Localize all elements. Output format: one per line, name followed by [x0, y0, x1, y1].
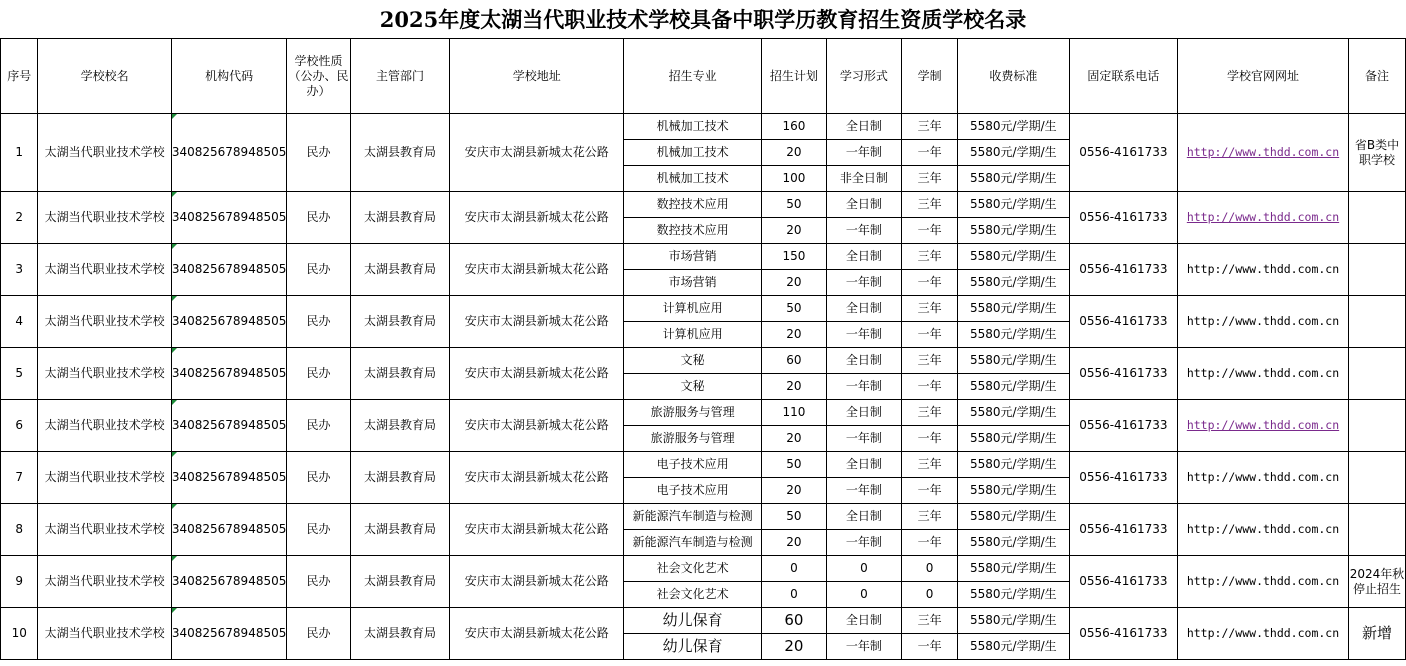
website-link: http://www.thdd.com.cn: [1186, 470, 1340, 484]
school-table: [0, 38, 1406, 660]
website-link: http://www.thdd.com.cn: [1186, 262, 1340, 276]
address-cell: 安庆市太湖县新城太花公路: [450, 504, 624, 556]
authority-cell: 太湖县教育局: [350, 504, 450, 556]
duration-cell: 三年: [902, 166, 958, 192]
phone-cell: 0556-4161733: [1069, 114, 1177, 192]
header-address: 学校地址: [450, 39, 624, 114]
fee-cell: 5580元/学期/生: [957, 244, 1069, 270]
nature-cell: 民办: [287, 348, 350, 400]
seq-cell: 6: [1, 400, 38, 452]
address-cell: 安庆市太湖县新城太花公路: [450, 296, 624, 348]
fee-cell: 5580元/学期/生: [957, 348, 1069, 374]
school-name-cell: 太湖当代职业技术学校: [38, 192, 171, 244]
address-cell: 安庆市太湖县新城太花公路: [450, 348, 624, 400]
org-code-cell: [171, 348, 287, 400]
website-link[interactable]: http://www.thdd.com.cn: [1186, 145, 1340, 159]
table-row: [1, 244, 1406, 270]
org-code-text: 340825678948505: [171, 522, 287, 536]
duration-cell: 三年: [902, 114, 958, 140]
authority-cell: 太湖县教育局: [350, 452, 450, 504]
org-code-cell: [171, 192, 287, 244]
fee-cell: 5580元/学期/生: [957, 426, 1069, 452]
cell-comment-marker-icon: [172, 452, 177, 457]
org-code-text: 340825678948505: [171, 574, 287, 588]
header-row: [1, 39, 1406, 114]
org-code-text: 340825678948505: [171, 626, 287, 640]
org-code-cell: [171, 244, 287, 296]
phone-cell: 0556-4161733: [1069, 244, 1177, 296]
plan-cell: 20: [762, 426, 826, 452]
nature-cell: 民办: [287, 452, 350, 504]
plan-cell: 20: [762, 218, 826, 244]
website-link: http://www.thdd.com.cn: [1186, 366, 1340, 380]
major-cell: 计算机应用: [624, 322, 762, 348]
note-cell: 2024年秋停止招生: [1349, 556, 1406, 608]
fee-cell: 5580元/学期/生: [957, 400, 1069, 426]
duration-cell: 三年: [902, 296, 958, 322]
org-code-cell: [171, 400, 287, 452]
school-name-cell: 太湖当代职业技术学校: [38, 244, 171, 296]
plan-cell: 50: [762, 504, 826, 530]
duration-cell: 三年: [902, 400, 958, 426]
org-code-cell: [171, 114, 287, 192]
header-note: 备注: [1349, 39, 1406, 114]
header-major: 招生专业: [624, 39, 762, 114]
plan-cell: 100: [762, 166, 826, 192]
study-form-cell: 全日制: [826, 114, 902, 140]
study-form-cell: 全日制: [826, 400, 902, 426]
major-cell: 社会文化艺术: [624, 556, 762, 582]
website-link: http://www.thdd.com.cn: [1186, 314, 1340, 328]
header-authority: 主管部门: [350, 39, 450, 114]
fee-cell: 5580元/学期/生: [957, 634, 1069, 660]
header-plan: 招生计划: [762, 39, 826, 114]
seq-cell: 2: [1, 192, 38, 244]
plan-cell: 50: [762, 296, 826, 322]
duration-cell: 一年: [902, 634, 958, 660]
fee-cell: 5580元/学期/生: [957, 140, 1069, 166]
org-code-text: 340825678948505: [171, 418, 287, 432]
phone-cell: 0556-4161733: [1069, 556, 1177, 608]
nature-cell: 民办: [287, 400, 350, 452]
address-cell: 安庆市太湖县新城太花公路: [450, 114, 624, 192]
website-cell: [1177, 608, 1348, 660]
fee-cell: 5580元/学期/生: [957, 374, 1069, 400]
table-row: [1, 348, 1406, 374]
org-code-text: 340825678948505: [171, 366, 287, 380]
table-row: [1, 452, 1406, 478]
fee-cell: 5580元/学期/生: [957, 504, 1069, 530]
note-cell: 省B类中职学校: [1349, 114, 1406, 192]
duration-cell: 一年: [902, 426, 958, 452]
major-cell: 文秘: [624, 374, 762, 400]
major-cell: 新能源汽车制造与检测: [624, 530, 762, 556]
authority-cell: 太湖县教育局: [350, 192, 450, 244]
fee-cell: 5580元/学期/生: [957, 478, 1069, 504]
major-cell: 文秘: [624, 348, 762, 374]
study-form-cell: 一年制: [826, 374, 902, 400]
header-study-form: 学习形式: [826, 39, 902, 114]
org-code-cell: [171, 608, 287, 660]
phone-cell: 0556-4161733: [1069, 192, 1177, 244]
study-form-cell: 一年制: [826, 634, 902, 660]
study-form-cell: 全日制: [826, 296, 902, 322]
note-cell: [1349, 452, 1406, 504]
table-row: [1, 400, 1406, 426]
note-cell: [1349, 192, 1406, 244]
duration-cell: 一年: [902, 270, 958, 296]
study-form-cell: 全日制: [826, 244, 902, 270]
header-website: 学校官网网址: [1177, 39, 1348, 114]
nature-cell: 民办: [287, 556, 350, 608]
org-code-text: 340825678948505: [171, 314, 287, 328]
cell-comment-marker-icon: [172, 244, 177, 249]
school-name-cell: 太湖当代职业技术学校: [38, 114, 171, 192]
major-cell: 幼儿保育: [624, 608, 762, 634]
fee-cell: 5580元/学期/生: [957, 530, 1069, 556]
authority-cell: 太湖县教育局: [350, 400, 450, 452]
fee-cell: 5580元/学期/生: [957, 608, 1069, 634]
fee-cell: 5580元/学期/生: [957, 218, 1069, 244]
header-nature: 学校性质（公办、民办）: [287, 39, 350, 114]
page-title: 2025年度太湖当代职业技术学校具备中职学历教育招生资质学校名录: [379, 7, 1027, 32]
study-form-cell: 一年制: [826, 270, 902, 296]
plan-cell: 50: [762, 452, 826, 478]
website-cell[interactable]: [1177, 192, 1348, 244]
seq-cell: 9: [1, 556, 38, 608]
fee-cell: 5580元/学期/生: [957, 582, 1069, 608]
study-form-cell: 全日制: [826, 504, 902, 530]
table-row: [1, 504, 1406, 530]
org-code-cell: [171, 556, 287, 608]
fee-cell: 5580元/学期/生: [957, 296, 1069, 322]
study-form-cell: 全日制: [826, 192, 902, 218]
website-link[interactable]: http://www.thdd.com.cn: [1186, 210, 1340, 224]
school-name-cell: 太湖当代职业技术学校: [38, 608, 171, 660]
cell-comment-marker-icon: [172, 114, 177, 119]
org-code-cell: [171, 296, 287, 348]
plan-cell: 20: [762, 530, 826, 556]
major-cell: 旅游服务与管理: [624, 426, 762, 452]
plan-cell: 0: [762, 556, 826, 582]
plan-cell: 20: [762, 478, 826, 504]
phone-cell: 0556-4161733: [1069, 400, 1177, 452]
plan-cell: 20: [762, 140, 826, 166]
website-cell: [1177, 452, 1348, 504]
plan-cell: 110: [762, 400, 826, 426]
table-body: [1, 114, 1406, 660]
major-cell: 社会文化艺术: [624, 582, 762, 608]
address-cell: 安庆市太湖县新城太花公路: [450, 608, 624, 660]
authority-cell: 太湖县教育局: [350, 608, 450, 660]
fee-cell: 5580元/学期/生: [957, 452, 1069, 478]
plan-cell: 150: [762, 244, 826, 270]
phone-cell: 0556-4161733: [1069, 608, 1177, 660]
duration-cell: 三年: [902, 504, 958, 530]
plan-cell: 60: [762, 348, 826, 374]
table-row: [1, 192, 1406, 218]
nature-cell: 民办: [287, 114, 350, 192]
nature-cell: 民办: [287, 192, 350, 244]
table-row: [1, 556, 1406, 582]
note-cell: 新增: [1349, 608, 1406, 660]
fee-cell: 5580元/学期/生: [957, 114, 1069, 140]
school-name-cell: 太湖当代职业技术学校: [38, 296, 171, 348]
study-form-cell: 一年制: [826, 478, 902, 504]
plan-cell: 60: [762, 608, 826, 634]
address-cell: 安庆市太湖县新城太花公路: [450, 556, 624, 608]
header-org-code: 机构代码: [171, 39, 287, 114]
study-form-cell: 全日制: [826, 608, 902, 634]
note-cell: [1349, 400, 1406, 452]
major-cell: 机械加工技术: [624, 114, 762, 140]
org-code-cell: [171, 504, 287, 556]
website-link: http://www.thdd.com.cn: [1186, 522, 1340, 536]
duration-cell: 一年: [902, 322, 958, 348]
nature-cell: 民办: [287, 296, 350, 348]
table-row: [1, 114, 1406, 140]
note-cell: [1349, 504, 1406, 556]
duration-cell: 0: [902, 582, 958, 608]
address-cell: 安庆市太湖县新城太花公路: [450, 192, 624, 244]
note-cell: [1349, 296, 1406, 348]
duration-cell: 三年: [902, 608, 958, 634]
fee-cell: 5580元/学期/生: [957, 322, 1069, 348]
duration-cell: 一年: [902, 478, 958, 504]
website-cell[interactable]: [1177, 114, 1348, 192]
website-cell: [1177, 244, 1348, 296]
phone-cell: 0556-4161733: [1069, 452, 1177, 504]
website-cell: [1177, 348, 1348, 400]
address-cell: 安庆市太湖县新城太花公路: [450, 400, 624, 452]
seq-cell: 5: [1, 348, 38, 400]
seq-cell: 1: [1, 114, 38, 192]
school-name-cell: 太湖当代职业技术学校: [38, 556, 171, 608]
org-code-text: 340825678948505: [171, 145, 287, 159]
study-form-cell: 全日制: [826, 452, 902, 478]
major-cell: 市场营销: [624, 244, 762, 270]
org-code-text: 340825678948505: [171, 470, 287, 484]
study-form-cell: 一年制: [826, 530, 902, 556]
nature-cell: 民办: [287, 504, 350, 556]
study-form-cell: 非全日制: [826, 166, 902, 192]
cell-comment-marker-icon: [172, 192, 177, 197]
phone-cell: 0556-4161733: [1069, 348, 1177, 400]
header-school-name: 学校校名: [38, 39, 171, 114]
header-duration: 学制: [902, 39, 958, 114]
seq-cell: 7: [1, 452, 38, 504]
plan-cell: 160: [762, 114, 826, 140]
cell-comment-marker-icon: [172, 608, 177, 613]
duration-cell: 0: [902, 556, 958, 582]
address-cell: 安庆市太湖县新城太花公路: [450, 244, 624, 296]
duration-cell: 三年: [902, 192, 958, 218]
fee-cell: 5580元/学期/生: [957, 192, 1069, 218]
fee-cell: 5580元/学期/生: [957, 270, 1069, 296]
authority-cell: 太湖县教育局: [350, 296, 450, 348]
seq-cell: 8: [1, 504, 38, 556]
website-link: http://www.thdd.com.cn: [1186, 626, 1340, 640]
plan-cell: 20: [762, 270, 826, 296]
table-row: [1, 296, 1406, 322]
study-form-cell: 0: [826, 556, 902, 582]
fee-cell: 5580元/学期/生: [957, 556, 1069, 582]
major-cell: 机械加工技术: [624, 166, 762, 192]
header-seq: 序号: [1, 39, 38, 114]
cell-comment-marker-icon: [172, 504, 177, 509]
duration-cell: 三年: [902, 244, 958, 270]
school-name-cell: 太湖当代职业技术学校: [38, 348, 171, 400]
website-cell: [1177, 556, 1348, 608]
duration-cell: 一年: [902, 140, 958, 166]
note-cell: [1349, 348, 1406, 400]
phone-cell: 0556-4161733: [1069, 296, 1177, 348]
major-cell: 电子技术应用: [624, 452, 762, 478]
school-name-cell: 太湖当代职业技术学校: [38, 400, 171, 452]
major-cell: 计算机应用: [624, 296, 762, 322]
study-form-cell: 0: [826, 582, 902, 608]
website-link[interactable]: http://www.thdd.com.cn: [1186, 418, 1340, 432]
nature-cell: 民办: [287, 608, 350, 660]
fee-cell: 5580元/学期/生: [957, 166, 1069, 192]
note-cell: [1349, 244, 1406, 296]
duration-cell: 一年: [902, 530, 958, 556]
duration-cell: 三年: [902, 452, 958, 478]
major-cell: 机械加工技术: [624, 140, 762, 166]
major-cell: 幼儿保育: [624, 634, 762, 660]
website-cell[interactable]: [1177, 400, 1348, 452]
plan-cell: 20: [762, 322, 826, 348]
school-name-cell: 太湖当代职业技术学校: [38, 452, 171, 504]
plan-cell: 20: [762, 634, 826, 660]
major-cell: 旅游服务与管理: [624, 400, 762, 426]
cell-comment-marker-icon: [172, 400, 177, 405]
study-form-cell: 一年制: [826, 218, 902, 244]
major-cell: 市场营销: [624, 270, 762, 296]
plan-cell: 50: [762, 192, 826, 218]
seq-cell: 4: [1, 296, 38, 348]
cell-comment-marker-icon: [172, 556, 177, 561]
authority-cell: 太湖县教育局: [350, 556, 450, 608]
plan-cell: 20: [762, 374, 826, 400]
duration-cell: 三年: [902, 348, 958, 374]
header-fee: 收费标准: [957, 39, 1069, 114]
address-cell: 安庆市太湖县新城太花公路: [450, 452, 624, 504]
authority-cell: 太湖县教育局: [350, 244, 450, 296]
authority-cell: 太湖县教育局: [350, 114, 450, 192]
phone-cell: 0556-4161733: [1069, 504, 1177, 556]
org-code-text: 340825678948505: [171, 210, 287, 224]
website-cell: [1177, 504, 1348, 556]
plan-cell: 0: [762, 582, 826, 608]
major-cell: 数控技术应用: [624, 192, 762, 218]
authority-cell: 太湖县教育局: [350, 348, 450, 400]
major-cell: 新能源汽车制造与检测: [624, 504, 762, 530]
cell-comment-marker-icon: [172, 296, 177, 301]
duration-cell: 一年: [902, 218, 958, 244]
major-cell: 电子技术应用: [624, 478, 762, 504]
org-code-text: 340825678948505: [171, 262, 287, 276]
website-link: http://www.thdd.com.cn: [1186, 574, 1340, 588]
study-form-cell: 一年制: [826, 140, 902, 166]
duration-cell: 一年: [902, 374, 958, 400]
study-form-cell: 一年制: [826, 426, 902, 452]
seq-cell: 3: [1, 244, 38, 296]
header-phone: 固定联系电话: [1069, 39, 1177, 114]
study-form-cell: 全日制: [826, 348, 902, 374]
cell-comment-marker-icon: [172, 348, 177, 353]
org-code-cell: [171, 452, 287, 504]
website-cell: [1177, 296, 1348, 348]
seq-cell: 10: [1, 608, 38, 660]
major-cell: 数控技术应用: [624, 218, 762, 244]
school-name-cell: 太湖当代职业技术学校: [38, 504, 171, 556]
table-row: [1, 608, 1406, 634]
nature-cell: 民办: [287, 244, 350, 296]
study-form-cell: 一年制: [826, 322, 902, 348]
